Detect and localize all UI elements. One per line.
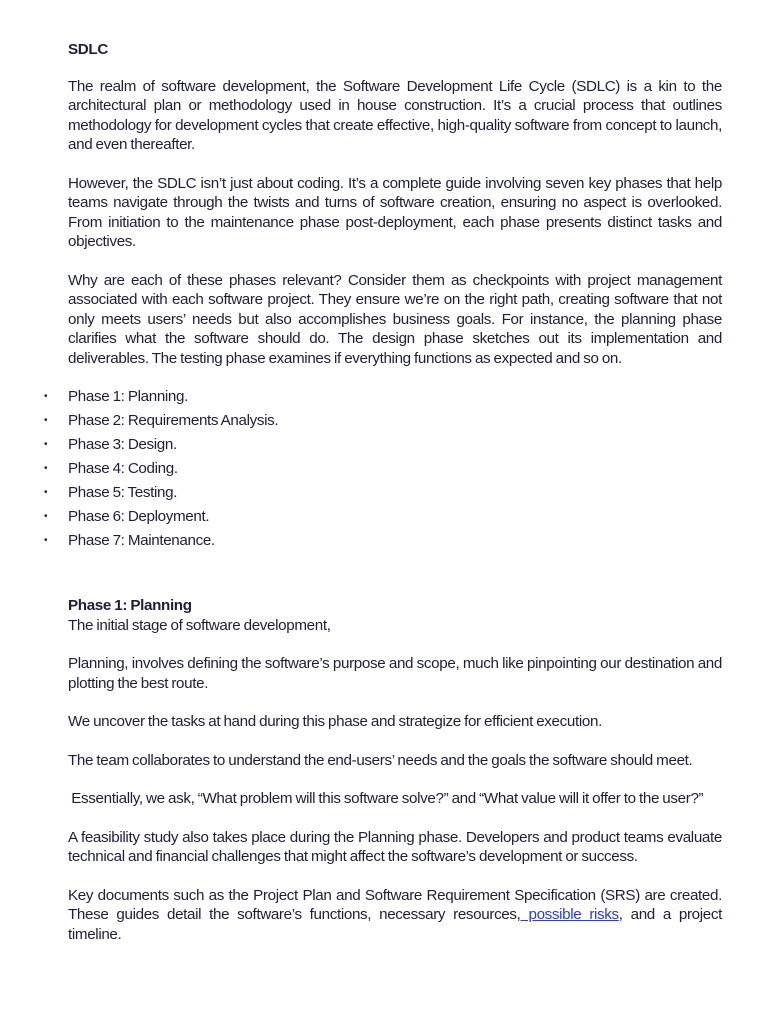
intro-paragraph-1: The realm of software development, the Software Development Life Cycle (SDLC) is a kin to the architectural plan or methodology used in house construction. It’s a crucial process that outlines methodology for development cycles that create effective, high-quality software from concept to launch, and even thereafter. (68, 77, 722, 153)
planning-paragraph-1: Planning, involves defining the software’s purpose and scope, much like pinpointing our destination and plotting the best route. (68, 655, 722, 692)
bullet-icon: • (44, 415, 48, 426)
possible-risks-link[interactable]: possible risks (520, 906, 619, 923)
phase-list-item (44, 481, 722, 505)
phase-list-item (44, 385, 722, 409)
bullet-icon: • (44, 535, 48, 546)
paragraph-text: , and a project timeline. (68, 906, 723, 943)
phase-label: Phase 5: Testing. (68, 484, 178, 501)
phase-list-item (44, 457, 722, 481)
phase-label: Phase 2: Requirements Analysis. (68, 412, 279, 429)
phase-label: Phase 7: Maintenance. (68, 532, 215, 549)
bullet-icon: • (44, 511, 48, 522)
section-subtitle: The initial stage of software development, (68, 616, 331, 634)
phase-list-item (44, 529, 722, 553)
intro-paragraph-2: However, the SDLC isn’t just about coding. It’s a complete guide involving seven key phases that help teams navigate through the twists and turns of software creation, ensuring no aspect is overlooked. From initiation to the maintenance phase post-deployment, each phase presents distinct tasks and objectives. (68, 174, 722, 250)
phase-label: Phase 4: Coding. (68, 460, 178, 477)
planning-paragraph-2: We uncover the tasks at hand during this phase and strategize for efficient execution. (68, 713, 602, 730)
section-heading-planning: Phase 1: Planning (68, 597, 192, 614)
phase-list-item (44, 433, 722, 457)
phase-list-item (44, 505, 722, 529)
planning-paragraph-6 (68, 886, 722, 945)
paragraph-text: Key documents such as the Project Plan and Software Requirement Specification (SRS) are created. These guides detail the software’s functions, necessary resources, (68, 886, 722, 923)
phase-list-item (44, 409, 722, 433)
intro-paragraph-3: Why are each of these phases relevant? Consider them as checkpoints with project management associated with each software project. They ensure we’re on the right path, creating software that not only meets users’ needs but also accomplishes business goals. For instance, the planning phase clarifies what the software should do. The design phase sketches out its implementation and deliverables. The testing phase examines if everything functions as expected and so on. (68, 271, 722, 367)
bullet-icon: • (44, 391, 48, 402)
planning-paragraph-4: Essentially, we ask, “What problem will this software solve?” and “What value will it offer to the user?” (68, 790, 704, 807)
phase-list (44, 385, 722, 553)
phase-label: Phase 1: Planning. (68, 388, 188, 405)
bullet-icon: • (44, 463, 48, 474)
planning-paragraph-3: The team collaborates to understand the end-users’ needs and the goals the software should meet. (68, 751, 693, 769)
document-title: SDLC (68, 41, 108, 58)
bullet-icon: • (44, 439, 48, 450)
bullet-icon: • (44, 487, 48, 498)
planning-paragraph-5: A feasibility study also takes place during the Planning phase. Developers and product teams evaluate technical and financial challenges that might affect the software’s development or success. (68, 828, 722, 865)
phase-label: Phase 6: Deployment. (68, 508, 210, 525)
phase-label: Phase 3: Design. (68, 436, 177, 453)
